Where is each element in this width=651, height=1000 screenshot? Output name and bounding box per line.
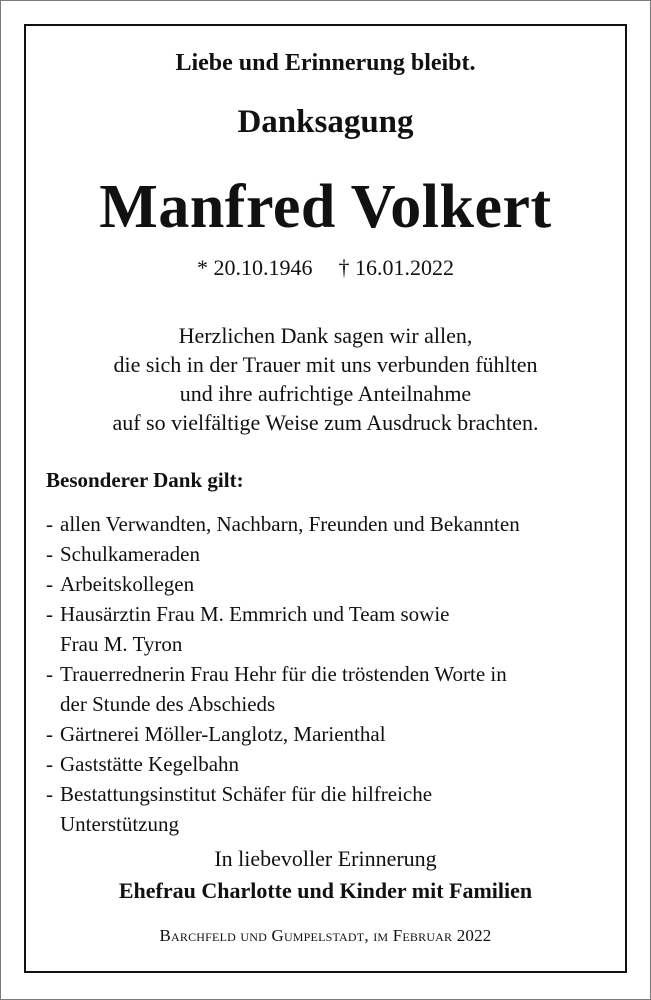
list-dash: - — [46, 662, 53, 686]
thanks-item-line: Gärtnerei Möller-Langlotz, Marienthal — [60, 722, 386, 746]
list-dash: - — [46, 752, 53, 776]
thanks-item-line: Unterstützung — [60, 812, 179, 836]
paragraph-line: Herzlichen Dank sagen wir allen, — [178, 323, 473, 348]
birth-date: * 20.10.1946 — [197, 255, 313, 280]
thanks-paragraph — [26, 321, 625, 437]
list-dash: - — [46, 572, 53, 596]
thanks-item-line: Schulkameraden — [60, 542, 200, 566]
thanks-item — [46, 749, 520, 779]
list-dash: - — [46, 542, 53, 566]
thanks-item — [46, 719, 520, 749]
list-dash: - — [46, 512, 53, 536]
thanks-item — [46, 539, 520, 569]
thanks-item-line: Frau M. Tyron — [60, 632, 183, 656]
thanks-item-line: Bestattungsinstitut Schäfer für die hilfreiche — [60, 782, 433, 806]
motto: Liebe und Erinnerung bleibt. — [175, 50, 476, 76]
thanks-item-line: Gaststätte Kegelbahn — [60, 752, 240, 776]
death-date: † 16.01.2022 — [338, 255, 454, 280]
paragraph-line: und ihre aufrichtige Anteilnahme — [179, 381, 472, 406]
list-dash: - — [46, 602, 53, 626]
thanks-item-line: Arbeitskollegen — [60, 572, 195, 596]
thanks-item — [46, 779, 520, 839]
closing-line: In liebevoller Erinnerung — [214, 846, 437, 871]
paragraph-line: auf so vielfältige Weise zum Ausdruck brachten. — [112, 410, 539, 435]
thanks-item-line: Hausärztin Frau M. Emmrich und Team sowie — [60, 602, 450, 626]
signers: Ehefrau Charlotte und Kinder mit Familien — [118, 878, 533, 903]
thanks-item-line: allen Verwandten, Nachbarn, Freunden und Bekannten — [60, 512, 520, 536]
thanks-item-line: Trauerrednerin Frau Hehr für die tröstenden Worte in — [60, 662, 507, 686]
list-dash: - — [46, 722, 53, 746]
notice-frame — [24, 24, 627, 973]
thanks-item — [46, 599, 520, 659]
notice-heading: Danksagung — [237, 104, 414, 140]
thanks-item-line: der Stunde des Abschieds — [60, 692, 276, 716]
thanks-list — [46, 509, 520, 839]
deceased-name: Manfred Volkert — [99, 173, 552, 241]
paragraph-line: die sich in der Trauer mit uns verbunden fühlten — [113, 352, 538, 377]
thanks-item — [46, 659, 520, 719]
thanks-item — [46, 569, 520, 599]
list-dash: - — [46, 782, 53, 806]
life-dates — [26, 255, 625, 281]
special-thanks-title: Besonderer Dank gilt: — [46, 468, 244, 492]
thanks-item — [46, 509, 520, 539]
place-date: Barchfeld und Gumpelstadt, im Februar 2022 — [159, 926, 492, 945]
